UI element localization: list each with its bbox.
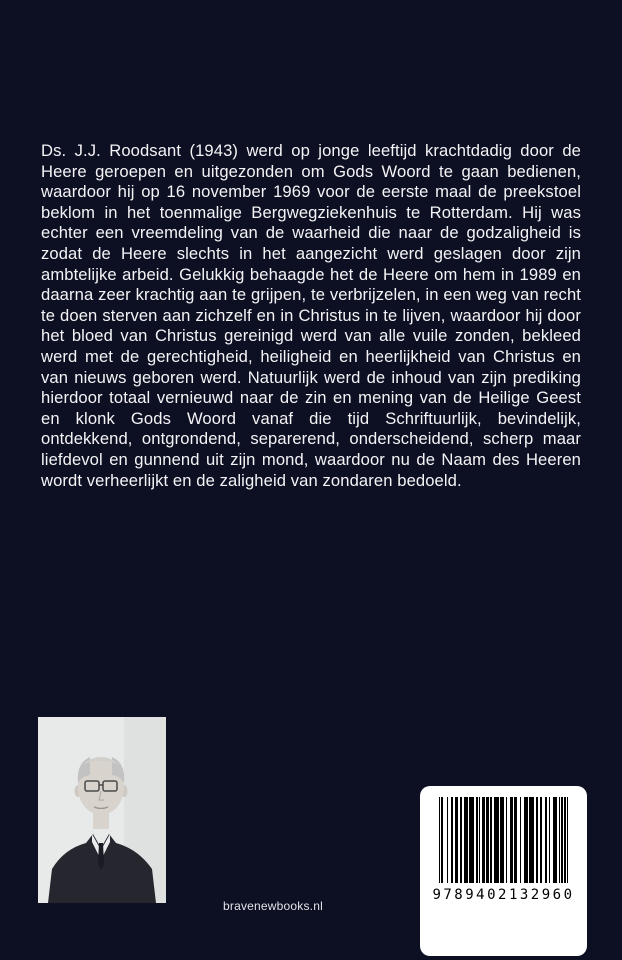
back-cover-blurb: Ds. J.J. Roodsant (1943) werd op jonge leeftijd krachtdadig door de Heere geroepen en uitgezonden om Gods Woord te gaan bedienen, waardoor hij op 16 november 1969 voor de eerste maal de preekstoel beklom in het toenmalige Bergwegziekenhuis te Rotterdam. Hij was echter een vreemdeling van de waarheid die naar de godzaligheid is zodat de Heere slechts in het aangezicht werd geslagen door zijn ambtelijke arbeid. Gelukkig behaagde het de Heere om hem in 1989 en daarna zeer krachtig aan te grijpen, te verbrijzelen, in een weg van recht te doen sterven aan zichzelf en in Christus in te lijven, waardoor hij door het bloed van Christus gereinigd werd van alle vuile zonden, bekleed werd met de gerechtigheid, heiligheid en heerlijkheid van Christus en van nieuws geboren werd. Natuurlijk werd de inhoud van zijn prediking hierdoor totaal vernieuwd naar de zin en mening van de Heilige Geest en klonk Gods Woord vanaf die tijd Schriftuurlijk, bevindelijk, ontdekkend, ontgrondend, separerend, onderscheidend, scherp maar liefdevol en gunnend uit zijn mond, waardoor nu de Naam des Heeren wordt verheerlijkt en de zaligheid van zondaren bedoeld.: [41, 141, 581, 490]
barcode-panel: [420, 786, 587, 956]
publisher-name: bravenewbooks.nl: [223, 899, 323, 913]
barcode-bars: [433, 797, 575, 883]
author-portrait: [38, 717, 166, 903]
barcode-number: 9789402132960: [432, 887, 575, 903]
